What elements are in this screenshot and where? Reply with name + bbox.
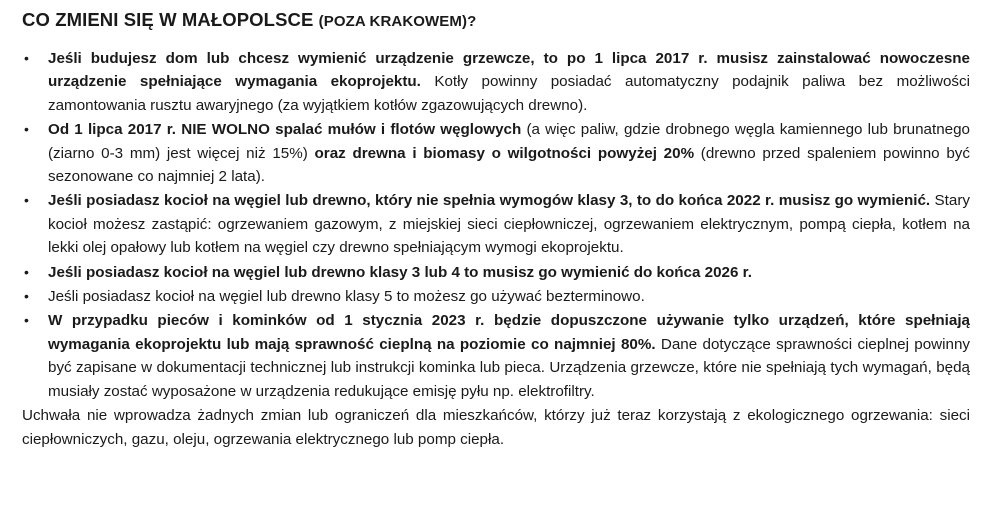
page-title [22, 8, 970, 34]
document-page [22, 8, 970, 451]
list-item [22, 47, 970, 117]
closing-paragraph: Uchwała nie wprowadza żadnych zmian lub ograniczeń dla mieszkańców, którzy już teraz korzystają z ekologicznego ogrzewania: sieci ciepłowniczych, gazu, oleju, ogrzewania elektrycznego lub pomp ciepła. [22, 407, 970, 448]
title-main: CO ZMIENI SIĘ W MAŁOPOLSCE [22, 9, 314, 30]
list-item [22, 309, 970, 403]
bullet-icon: • [24, 288, 29, 305]
list-item [22, 261, 970, 284]
item-text: Kotły powinny posiadać automatyczny podajnik paliwa bez możliwości zamontowania rusztu awaryjnego (za wyjątkiem kotłów zgazowujących drewno). [48, 73, 970, 114]
item-text: Jeśli posiadasz kocioł na węgiel lub drewno klasy 5 to możesz go używać bezterminowo. [48, 288, 645, 306]
item-text: Dane dotyczące sprawności cieplnej powinny być zapisane w dokumentacji technicznej lub instrukcji kominka lub pieca. Urządzenia grzewcze, które nie spełniają tych wymagań, będą musiały zostać wyposażone w urządzenia redukujące emisję pyłu np. elektrofiltry. [48, 335, 970, 400]
list-item [22, 118, 970, 188]
item-text: Stary kocioł możesz zastąpić: ogrzewaniem gazowym, z miejskiej sieci ciepłowniczej, ogrzewaniem elektrycznym, pompą ciepła, kotłem na lekki olej opałowy lub kotłem na węgiel czy drewno spełniającym wymogi ekoprojektu. [48, 192, 970, 257]
bullet-icon: • [24, 263, 29, 280]
item-bold-text-2: oraz drewna i biomasy o wilgotności powyżej 20% [314, 144, 695, 162]
title-sub: (POZA KRAKOWEM)? [318, 13, 477, 30]
bullet-icon: • [24, 121, 29, 138]
bullet-icon: • [24, 312, 29, 329]
item-bold-text: Jeśli budujesz dom lub chcesz wymienić urządzenie grzewcze, to po 1 lipca 2017 r. musisz zainstalować nowoczesne urządzenie spełniające wymagania ekoprojektu. [48, 50, 970, 91]
item-bold-text: W przypadku pieców i kominków od 1 stycznia 2023 r. będzie dopuszczone używanie tylko urządzeń, które spełniają wymagania ekoprojektu lub mają sprawność cieplną na poziomie co najmniej 80%. [48, 312, 970, 353]
bullet-icon: • [24, 50, 29, 66]
item-text: (drewno przed spaleniem powinno być sezonowane co najmniej 2 lata). [48, 144, 970, 186]
rules-list [22, 47, 970, 403]
item-bold-text: Od 1 lipca 2017 r. NIE WOLNO spalać mułów i flotów węglowych [48, 121, 522, 139]
item-text: (a więc paliw, gdzie drobnego węgla kamiennego lub brunatnego (ziarno 0-3 mm) jest więcej niż 15%) [48, 121, 971, 162]
item-bold-text: Jeśli posiadasz kocioł na węgiel lub drewno klasy 3 lub 4 to musisz go wymienić do końca 2026 r. [48, 263, 752, 281]
item-bold-text: Jeśli posiadasz kocioł na węgiel lub drewno, który nie spełnia wymogów klasy 3, to do końca 2022 r. musisz go wymienić. [48, 192, 931, 210]
bullet-icon: • [24, 192, 29, 209]
list-item [22, 285, 970, 308]
list-item [22, 189, 970, 259]
